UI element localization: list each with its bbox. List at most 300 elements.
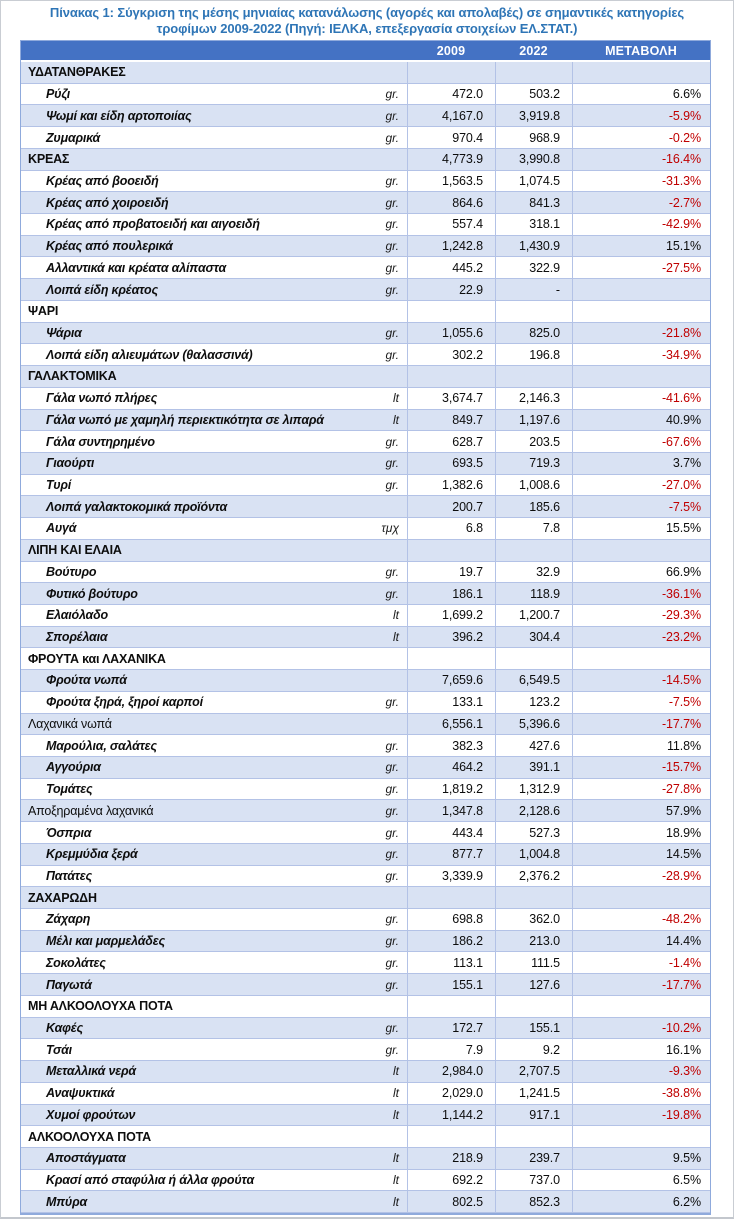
- table-row: [21, 127, 710, 149]
- value-2022: 7.8: [495, 518, 572, 539]
- row-unit: gr.: [385, 825, 399, 840]
- value-2009: 1,144.2: [407, 1105, 495, 1126]
- row-unit: gr.: [385, 456, 399, 471]
- value-2009: 172.7: [407, 1018, 495, 1039]
- value-2009: 218.9: [407, 1148, 495, 1169]
- table-row: [21, 344, 710, 366]
- row-unit: gr.: [385, 912, 399, 927]
- table-row: [21, 257, 710, 279]
- value-2009: 693.5: [407, 453, 495, 474]
- table-row: [21, 431, 710, 453]
- row-label-cell: [21, 583, 407, 604]
- row-label: Κρέας από χοιροειδή: [46, 195, 169, 210]
- value-2022: 6,549.5: [495, 670, 572, 691]
- value-2022: 213.0: [495, 931, 572, 952]
- table-row: [21, 1126, 710, 1148]
- value-2009: 7,659.6: [407, 670, 495, 691]
- value-2009: 22.9: [407, 279, 495, 300]
- row-label: Σοκολάτες: [46, 955, 106, 970]
- row-label-cell: [21, 1126, 407, 1147]
- value-2009: [407, 1126, 495, 1147]
- value-2022: 2,376.2: [495, 866, 572, 887]
- col-header-2022: 2022: [519, 43, 548, 58]
- value-2009: 1,347.8: [407, 800, 495, 821]
- row-label: Μεταλλικά νερά: [46, 1064, 136, 1079]
- row-label: ΥΔΑΤΑΝΘΡΑΚΕΣ: [28, 65, 126, 80]
- value-2009: [407, 301, 495, 322]
- value-2009: 628.7: [407, 431, 495, 452]
- table-row: [21, 453, 710, 475]
- row-label: Γιαούρτι: [46, 456, 95, 471]
- row-label: Σπορέλαια: [46, 630, 108, 645]
- value-2022: [495, 648, 572, 669]
- row-unit: lt: [393, 1086, 399, 1101]
- row-unit: gr.: [385, 1020, 399, 1035]
- value-change: -0.2%: [572, 127, 710, 148]
- value-2009: 692.2: [407, 1170, 495, 1191]
- col-header-2009: 2009: [436, 43, 466, 58]
- value-2022: [495, 1126, 572, 1147]
- row-label-cell: [21, 1148, 407, 1169]
- table-row: [21, 909, 710, 931]
- row-label-cell: [21, 627, 407, 648]
- row-label: ΑΛΚΟΟΛΟΥΧΑ ΠΟΤΑ: [28, 1129, 151, 1144]
- row-label: Κρεμμύδια ξερά: [46, 847, 138, 862]
- row-label: ΛΙΠΗ ΚΑΙ ΕΛΑΙΑ: [28, 543, 122, 558]
- value-2009: 970.4: [407, 127, 495, 148]
- row-label-cell: [21, 171, 407, 192]
- value-2009: 1,242.8: [407, 236, 495, 257]
- row-label-cell: [21, 605, 407, 626]
- row-label: ΖΑΧΑΡΩΔΗ: [28, 890, 97, 905]
- value-2022: [495, 62, 572, 83]
- value-change: 6.5%: [572, 1170, 710, 1191]
- row-unit: gr.: [385, 564, 399, 579]
- table-title-line2: τροφίμων 2009-2022 (Πηγή: ΙΕΛΚΑ, επεξεργασία στοιχείων ΕΛ.ΣΤΑΤ.): [156, 20, 578, 36]
- value-2022: 825.0: [495, 323, 572, 344]
- value-change: 14.5%: [572, 844, 710, 865]
- value-change: -29.3%: [572, 605, 710, 626]
- value-2009: 557.4: [407, 214, 495, 235]
- row-label: Βούτυρο: [46, 564, 97, 579]
- row-label-cell: [21, 344, 407, 365]
- row-label-cell: [21, 844, 407, 865]
- row-label: Λοιπά γαλακτοκομικά προϊόντα: [46, 499, 228, 514]
- table-row: [21, 84, 710, 106]
- table-row: [21, 822, 710, 844]
- value-2022: 322.9: [495, 257, 572, 278]
- row-label-cell: [21, 496, 407, 517]
- value-2009: 382.3: [407, 735, 495, 756]
- table-row: [21, 996, 710, 1018]
- row-label-cell: [21, 192, 407, 213]
- value-2022: 2,128.6: [495, 800, 572, 821]
- value-2009: 4,773.9: [407, 149, 495, 170]
- row-label: Αποξηραμένα λαχανικά: [28, 803, 154, 818]
- value-2009: 7.9: [407, 1039, 495, 1060]
- table-title: [1, 5, 733, 36]
- row-unit: gr.: [385, 434, 399, 449]
- value-change: 14.4%: [572, 931, 710, 952]
- row-label-cell: [21, 518, 407, 539]
- value-change: -2.7%: [572, 192, 710, 213]
- row-label-cell: [21, 757, 407, 778]
- value-2022: [495, 540, 572, 561]
- value-2009: 1,382.6: [407, 475, 495, 496]
- row-label-cell: [21, 692, 407, 713]
- row-unit: lt: [393, 608, 399, 623]
- row-label: Αναψυκτικά: [46, 1086, 115, 1101]
- row-label-cell: [21, 670, 407, 691]
- row-label-cell: [21, 388, 407, 409]
- row-unit: gr.: [385, 586, 399, 601]
- value-change: -10.2%: [572, 1018, 710, 1039]
- value-2009: 1,563.5: [407, 171, 495, 192]
- row-label: Μπύρα: [46, 1194, 88, 1209]
- value-change: 3.7%: [572, 453, 710, 474]
- value-change: [572, 279, 710, 300]
- row-unit: gr.: [385, 217, 399, 232]
- row-label: Γάλα νωπό με χαμηλή περιεκτικότητα σε λιπαρά: [46, 412, 324, 427]
- value-change: [572, 1126, 710, 1147]
- row-label-cell: [21, 1061, 407, 1082]
- table-row: [21, 844, 710, 866]
- table-row: [21, 648, 710, 670]
- table-row: [21, 1105, 710, 1127]
- value-2009: 3,674.7: [407, 388, 495, 409]
- row-label-cell: [21, 257, 407, 278]
- value-2022: 1,008.6: [495, 475, 572, 496]
- value-2009: 698.8: [407, 909, 495, 930]
- row-label: ΨΑΡΙ: [28, 304, 59, 319]
- value-2009: 4,167.0: [407, 105, 495, 126]
- row-label: Τσάι: [46, 1042, 72, 1057]
- row-label-cell: [21, 62, 407, 83]
- value-2009: [407, 62, 495, 83]
- value-2022: 127.6: [495, 974, 572, 995]
- row-unit: gr.: [385, 977, 399, 992]
- row-unit: gr.: [385, 478, 399, 493]
- value-2009: 2,029.0: [407, 1083, 495, 1104]
- table-row: [21, 1170, 710, 1192]
- value-2022: 203.5: [495, 431, 572, 452]
- row-unit: lt: [393, 1194, 399, 1209]
- value-2009: 113.1: [407, 952, 495, 973]
- row-unit: gr.: [385, 868, 399, 883]
- row-label-cell: [21, 974, 407, 995]
- value-2022: [495, 996, 572, 1017]
- row-label-cell: [21, 236, 407, 257]
- value-2022: 1,200.7: [495, 605, 572, 626]
- table-row: [21, 410, 710, 432]
- table-row: [21, 149, 710, 171]
- value-2022: 841.3: [495, 192, 572, 213]
- col-header-change: ΜΕΤΑΒΟΛΗ: [605, 43, 677, 58]
- value-2022: [495, 301, 572, 322]
- row-label: Γάλα νωπό πλήρες: [46, 391, 158, 406]
- value-2022: 1,312.9: [495, 779, 572, 800]
- table-row: [21, 475, 710, 497]
- value-2022: 118.9: [495, 583, 572, 604]
- row-label-cell: [21, 431, 407, 452]
- row-label: Ψωμί και είδη αρτοποιίας: [46, 108, 192, 123]
- value-change: [572, 648, 710, 669]
- value-2022: 852.3: [495, 1191, 572, 1212]
- value-change: [572, 62, 710, 83]
- value-change: -21.8%: [572, 323, 710, 344]
- table-row: [21, 323, 710, 345]
- value-2022: 3,919.8: [495, 105, 572, 126]
- row-label-cell: [21, 909, 407, 930]
- row-unit: lt: [393, 630, 399, 645]
- value-2022: 2,707.5: [495, 1061, 572, 1082]
- value-2009: 6,556.1: [407, 714, 495, 735]
- row-label: Ζάχαρη: [46, 912, 91, 927]
- consumption-table: [20, 40, 711, 1215]
- row-unit: gr.: [385, 130, 399, 145]
- value-change: 66.9%: [572, 562, 710, 583]
- value-change: 15.1%: [572, 236, 710, 257]
- table-row: [21, 1018, 710, 1040]
- value-change: 9.5%: [572, 1148, 710, 1169]
- row-label-cell: [21, 540, 407, 561]
- row-label-cell: [21, 366, 407, 387]
- value-2009: 19.7: [407, 562, 495, 583]
- row-unit: gr.: [385, 195, 399, 210]
- row-label-cell: [21, 1105, 407, 1126]
- row-label-cell: [21, 475, 407, 496]
- row-unit: lt: [393, 1064, 399, 1079]
- row-label: Αλλαντικά και κρέατα αλίπαστα: [46, 260, 227, 275]
- table-row: [21, 952, 710, 974]
- value-change: 18.9%: [572, 822, 710, 843]
- value-2022: [495, 366, 572, 387]
- row-label-cell: [21, 800, 407, 821]
- value-2022: 196.8: [495, 344, 572, 365]
- row-unit: gr.: [385, 282, 399, 297]
- row-label: Αυγά: [46, 521, 77, 536]
- value-change: -38.8%: [572, 1083, 710, 1104]
- table-row: [21, 540, 710, 562]
- value-2022: 1,197.6: [495, 410, 572, 431]
- value-2022: 719.3: [495, 453, 572, 474]
- row-unit: gr.: [385, 1042, 399, 1057]
- row-label-cell: [21, 1039, 407, 1060]
- row-label: Φυτικό βούτυρο: [46, 586, 138, 601]
- table-row: [21, 301, 710, 323]
- row-label: Φρούτα ξηρά, ξηροί καρποί: [46, 695, 203, 710]
- table-row: [21, 757, 710, 779]
- row-label-cell: [21, 105, 407, 126]
- value-change: [572, 540, 710, 561]
- row-label-cell: [21, 887, 407, 908]
- value-2009: 6.8: [407, 518, 495, 539]
- row-label: Ελαιόλαδο: [46, 608, 108, 623]
- row-label-cell: [21, 648, 407, 669]
- row-label: Κρέας από βοοειδή: [46, 173, 159, 188]
- table-row: [21, 931, 710, 953]
- row-unit: gr.: [385, 803, 399, 818]
- value-2009: 155.1: [407, 974, 495, 995]
- table-row: [21, 562, 710, 584]
- value-2022: 1,004.8: [495, 844, 572, 865]
- value-2022: 2,146.3: [495, 388, 572, 409]
- row-label: ΓΑΛΑΚΤΟΜΙΚΑ: [28, 369, 117, 384]
- table-row: [21, 105, 710, 127]
- value-2009: 396.2: [407, 627, 495, 648]
- value-change: 11.8%: [572, 735, 710, 756]
- value-2009: 2,984.0: [407, 1061, 495, 1082]
- row-label-cell: [21, 1170, 407, 1191]
- row-unit: gr.: [385, 738, 399, 753]
- row-unit: gr.: [385, 108, 399, 123]
- value-change: -7.5%: [572, 692, 710, 713]
- value-2022: 185.6: [495, 496, 572, 517]
- value-2022: 917.1: [495, 1105, 572, 1126]
- value-change: 16.1%: [572, 1039, 710, 1060]
- value-change: -36.1%: [572, 583, 710, 604]
- row-unit: lt: [393, 412, 399, 427]
- table-row: [21, 800, 710, 822]
- value-2009: [407, 648, 495, 669]
- value-change: -17.7%: [572, 714, 710, 735]
- value-2009: 3,339.9: [407, 866, 495, 887]
- value-change: -27.5%: [572, 257, 710, 278]
- value-change: -34.9%: [572, 344, 710, 365]
- table-header-row: [21, 41, 710, 62]
- table-row: [21, 518, 710, 540]
- table-row: [21, 627, 710, 649]
- row-label: Λαχανικά νωπά: [28, 716, 112, 731]
- row-unit: lt: [393, 1107, 399, 1122]
- value-change: -14.5%: [572, 670, 710, 691]
- row-unit: lt: [393, 1151, 399, 1166]
- row-label-cell: [21, 279, 407, 300]
- value-2022: 9.2: [495, 1039, 572, 1060]
- value-change: -7.5%: [572, 496, 710, 517]
- row-unit: gr.: [385, 695, 399, 710]
- value-2022: [495, 887, 572, 908]
- table-row: [21, 605, 710, 627]
- value-2009: 864.6: [407, 192, 495, 213]
- value-change: -17.7%: [572, 974, 710, 995]
- row-label: Καφές: [46, 1020, 83, 1035]
- row-label: ΜΗ ΑΛΚΟΟΛΟΥΧΑ ΠΟΤΑ: [28, 999, 173, 1014]
- row-label-cell: [21, 214, 407, 235]
- value-2022: 503.2: [495, 84, 572, 105]
- value-2009: 849.7: [407, 410, 495, 431]
- value-change: -27.8%: [572, 779, 710, 800]
- value-2022: 737.0: [495, 1170, 572, 1191]
- row-label: Παγωτά: [46, 977, 92, 992]
- table-row: [21, 1039, 710, 1061]
- row-label: ΦΡΟΥΤΑ και ΛΑΧΑΝΙΚΑ: [28, 651, 166, 666]
- value-change: -16.4%: [572, 149, 710, 170]
- value-2009: 1,819.2: [407, 779, 495, 800]
- value-change: -5.9%: [572, 105, 710, 126]
- value-2009: [407, 887, 495, 908]
- value-change: 6.2%: [572, 1191, 710, 1212]
- value-change: [572, 996, 710, 1017]
- value-change: -28.9%: [572, 866, 710, 887]
- value-2022: 304.4: [495, 627, 572, 648]
- value-2009: 1,055.6: [407, 323, 495, 344]
- row-unit: gr.: [385, 260, 399, 275]
- value-2022: 391.1: [495, 757, 572, 778]
- row-unit: gr.: [385, 239, 399, 254]
- row-unit: gr.: [385, 87, 399, 102]
- value-2009: 802.5: [407, 1191, 495, 1212]
- row-label-cell: [21, 127, 407, 148]
- row-label: Χυμοί φρούτων: [46, 1107, 136, 1122]
- row-unit: gr.: [385, 955, 399, 970]
- table-row: [21, 583, 710, 605]
- value-2009: [407, 996, 495, 1017]
- value-2022: 1,241.5: [495, 1083, 572, 1104]
- table-body: [21, 62, 710, 1213]
- row-unit: gr.: [385, 760, 399, 775]
- value-change: -15.7%: [572, 757, 710, 778]
- table-row: [21, 779, 710, 801]
- row-label: Ψάρια: [46, 325, 82, 340]
- table-row: [21, 388, 710, 410]
- row-label-cell: [21, 996, 407, 1017]
- row-label: Μαρούλια, σαλάτες: [46, 738, 157, 753]
- row-unit: gr.: [385, 782, 399, 797]
- table-row: [21, 496, 710, 518]
- row-label-cell: [21, 952, 407, 973]
- value-2009: 302.2: [407, 344, 495, 365]
- value-2009: 133.1: [407, 692, 495, 713]
- value-2009: 1,699.2: [407, 605, 495, 626]
- value-2022: 362.0: [495, 909, 572, 930]
- table-row: [21, 887, 710, 909]
- value-change: 15.5%: [572, 518, 710, 539]
- row-unit: lt: [393, 391, 399, 406]
- value-2009: 200.7: [407, 496, 495, 517]
- row-unit: gr.: [385, 347, 399, 362]
- row-label: Μέλι και μαρμελάδες: [46, 934, 165, 949]
- value-2009: [407, 540, 495, 561]
- table-row: [21, 1191, 710, 1213]
- row-label-cell: [21, 866, 407, 887]
- value-change: -48.2%: [572, 909, 710, 930]
- row-unit: gr.: [385, 934, 399, 949]
- row-label: Κρέας από πουλερικά: [46, 239, 173, 254]
- table-row: [21, 1061, 710, 1083]
- row-label: Ζυμαρικά: [46, 130, 101, 145]
- value-2022: 1,074.5: [495, 171, 572, 192]
- row-label: Ρύζι: [46, 87, 71, 102]
- value-2009: 186.2: [407, 931, 495, 952]
- row-unit: gr.: [385, 847, 399, 862]
- row-label-cell: [21, 410, 407, 431]
- table-row: [21, 236, 710, 258]
- value-change: -31.3%: [572, 171, 710, 192]
- table-row: [21, 366, 710, 388]
- value-change: -19.8%: [572, 1105, 710, 1126]
- value-change: -67.6%: [572, 431, 710, 452]
- row-unit: gr.: [385, 173, 399, 188]
- value-2022: 427.6: [495, 735, 572, 756]
- value-change: -23.2%: [572, 627, 710, 648]
- row-label-cell: [21, 714, 407, 735]
- table-row: [21, 1148, 710, 1170]
- table-row: [21, 670, 710, 692]
- row-label: Γάλα συντηρημένο: [46, 434, 155, 449]
- value-2022: 32.9: [495, 562, 572, 583]
- value-change: 57.9%: [572, 800, 710, 821]
